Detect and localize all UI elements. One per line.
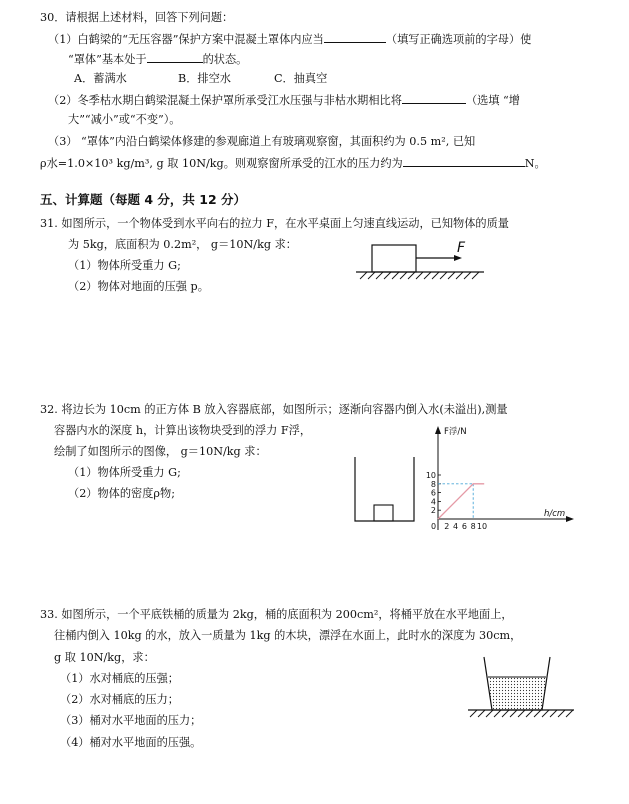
q30-part3-line: （3） “罩体”内沿白鹤梁体修建的参观廊道上有玻璃观察窗，其面积约为 0.5 m², 已知 (48, 135, 476, 148)
q30-blank-3[interactable] (402, 92, 466, 104)
q31-line1: 31. 如图所示，一个物体受到水平向右的拉力 F，在水平桌面上匀速直线运动，已知物体的质量 (40, 217, 509, 230)
q32-line3: 绘制了如图所示的图像， g＝10N/kg 求： (54, 445, 267, 458)
q32-buoyancy-chart (420, 420, 580, 540)
y-tick-label: 6 (430, 488, 436, 498)
q30-part2-text: （2）冬季枯水期白鹤梁混凝土保护罩所承受江水压强与非枯水期相比将 (48, 94, 402, 107)
force-label: F (457, 240, 466, 256)
q30-part3-text-b: ρ水=1.0×10³ kg/m³, g 取 10N/kg。则观察窗所承受的江水的压力约为 (40, 157, 403, 170)
block (372, 245, 416, 272)
q33-sub4: （4）桶对水平地面的压强。 (60, 736, 202, 749)
x-axis-label: h/cm (544, 509, 566, 519)
q30-option-a: A．蓄满水 (74, 72, 127, 85)
q30-title: 30．请根据上述材料，回答下列问题： (40, 11, 234, 24)
q31-sub2: （2）物体对地面的压强 p。 (68, 280, 209, 293)
ground-hatching (470, 710, 573, 717)
y-tick-label: 10 (425, 471, 436, 480)
x-tick-label: 10 (476, 522, 488, 531)
q30-part1-text: （1）白鹤梁的“无压容器”保护方案中混凝土罩体内应当 (48, 33, 324, 46)
y-tick-label: 4 (430, 497, 436, 507)
q33-line2: 往桶内倒入 10kg 的水，放入一质量为 1kg 的木块，漂浮在水面上，此时水的深度为 30cm， (54, 629, 522, 642)
q30-part2-text-b: （选填 “增 (465, 94, 520, 107)
q32-container-figure (350, 455, 422, 525)
table-hatching (360, 272, 479, 279)
q33-line1: 33. 如图所示，一个平底铁桶的质量为 2kg，桶的底面积为 200cm²，将桶平放在水平地面上， (40, 608, 513, 621)
q30-part1-text-c: “罩体”基本处于 (68, 53, 147, 66)
q31-line2: 为 5kg，底面积为 0.2m²， g＝10N/kg 求： (68, 238, 297, 251)
q30-part1-text-d: 的状态。 (202, 53, 248, 66)
container (355, 457, 414, 521)
cube-b (374, 505, 393, 521)
q30-part3-text-c: N。 (524, 157, 546, 170)
x-tick-label: 8 (470, 522, 476, 531)
buoyancy-series-line (438, 484, 484, 519)
q32-sub1: （1）物体所受重力 G; (68, 466, 181, 479)
q30-option-c: C．抽真空 (274, 72, 328, 85)
y-tick-label: 8 (430, 479, 436, 489)
q32-line1: 32. 将边长为 10cm 的正方体 B 放入容器底部，如图所示；逐渐向容器内倒入水(未溢出),测量 (40, 403, 508, 416)
q30-blank-1[interactable] (324, 31, 386, 43)
x-tick-label: 6 (461, 522, 467, 531)
q33-line3: g 取 10N/kg，求： (54, 651, 155, 664)
x-tick-label: 4 (453, 522, 459, 531)
q32-line2: 容器内水的深度 h，计算出该物块受到的浮力 F浮， (54, 424, 312, 437)
q30-part1-text-b: （填写正确选项前的字母）使 (385, 33, 532, 46)
q32-sub2: （2）物体的密度ρ物; (68, 487, 175, 500)
q31-block-figure (356, 236, 486, 288)
q33-sub1: （1）水对桶底的压强； (60, 672, 179, 685)
q30-part2-line (48, 92, 520, 108)
q30-part1-line2 (68, 51, 247, 67)
y-axis-arrow (435, 426, 441, 434)
q33-sub3: （3）桶对水平地面的压力； (60, 714, 202, 727)
water (488, 677, 546, 710)
q30-blank-4[interactable] (403, 155, 525, 167)
q30-options (74, 71, 327, 86)
q30-part2-line2: 大”“减小”或“不变”）。 (68, 113, 181, 126)
q31-sub1: （1）物体所受重力 G; (68, 259, 181, 272)
origin-label: 0 (431, 522, 437, 531)
q33-bucket-figure (462, 650, 580, 722)
q33-sub2: （2）水对桶底的压力； (60, 693, 179, 706)
x-axis-arrow (566, 516, 574, 522)
section5-title: 五、计算题（每题 4 分，共 12 分） (40, 192, 247, 207)
q30-part3-line2 (40, 155, 546, 171)
y-tick-label: 2 (430, 506, 436, 516)
x-ticks (444, 522, 487, 531)
x-tick-label: 2 (444, 522, 450, 531)
q30-part1-line (48, 31, 531, 47)
q30-blank-2[interactable] (147, 51, 203, 63)
y-ticks (426, 471, 441, 515)
y-axis-label: F浮/N (444, 427, 467, 437)
q30-option-b: B．排空水 (178, 72, 231, 85)
